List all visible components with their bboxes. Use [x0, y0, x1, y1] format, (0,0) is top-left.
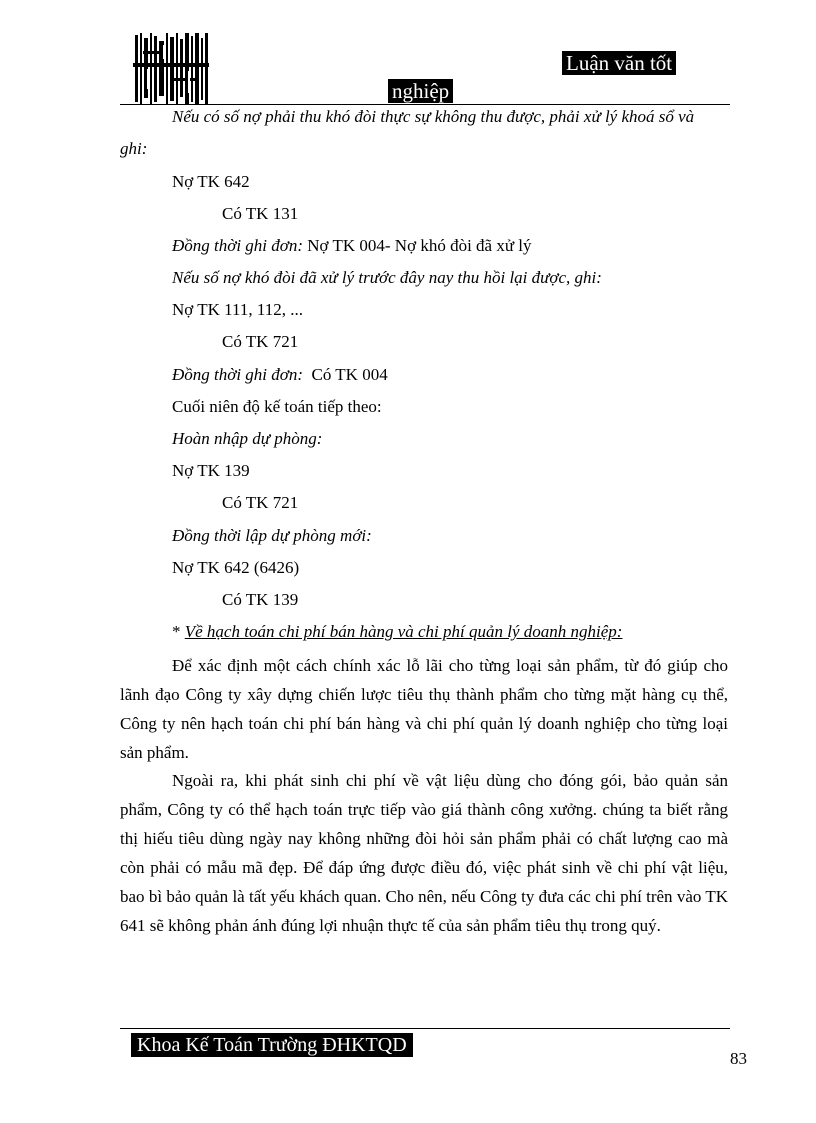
- header-rule: [120, 104, 730, 105]
- header-title-line1: Luận văn tốt: [562, 51, 676, 75]
- university-logo: [133, 33, 209, 104]
- section-star: *: [172, 622, 185, 641]
- paragraph-1: Để xác định một cách chính xác lỗ lãi cho từng loại sản phẩm, từ đó giúp cho lãnh đạo Công ty xây dựng chiến lược tiêu thụ thành phẩm cho từng mặt hàng cụ thể, Công ty nên hạch toán chi phí bán hàng và chi phí quản lý doanh nghiệp cho từng loại sản phẩm.: [120, 656, 728, 762]
- entry-credit-139: Có TK 139: [222, 590, 299, 609]
- body-line-10: Cuối niên độ kế toán tiếp theo:: [172, 397, 382, 416]
- paragraph-2: Ngoài ra, khi phát sinh chi phí về vật liệu dùng cho đóng gói, bảo quản sản phẩm, Công ty có thể hạch toán trực tiếp vào giá thành công xưởng. chúng ta biết rằng thị hiếu tiêu dùng ngày nay không những đòi hỏi sản phẩm phải có chất lượng cao mà còn phải có mẫu mã đẹp. Để đáp ứng được điều đó, việc phát sinh về chi phí vật liệu, bao bì bảo quản là tất yếu khách quan. Cho nên, nếu Công ty đưa các chi phí trên vào TK 641 sẽ không phản ánh đúng lợi nhuận thực tế của sản phẩm tiêu thụ trong quý.: [120, 771, 728, 935]
- body-line-5: [172, 236, 532, 256]
- body-line-9-value: Có TK 004: [303, 365, 388, 384]
- body-line-9: [172, 365, 388, 385]
- body-line-9-label: Đồng thời ghi đơn:: [172, 365, 304, 384]
- body-line-14: Đồng thời lập dự phòng mới:: [172, 526, 372, 545]
- entry-credit-721-2: Có TK 721: [222, 493, 299, 512]
- section-heading: [172, 622, 622, 642]
- page-number: 83: [730, 1049, 747, 1068]
- entry-credit-721: Có TK 721: [222, 332, 299, 351]
- entry-debit-111-112: Nợ TK 111, 112, ...: [172, 300, 303, 319]
- body-line-1: Nếu có số nợ phải thu khó đòi thực sự không thu được, phải xử lý khoá sổ và: [172, 107, 695, 126]
- body-line-6: Nếu số nợ khó đòi đã xử lý trước đây nay thu hồi lại được, ghi:: [172, 268, 602, 287]
- footer-school: Khoa Kế Toán Trường ĐHKTQD: [131, 1033, 413, 1057]
- entry-debit-642: Nợ TK 642: [172, 172, 250, 191]
- section-heading-text: Về hạch toán chi phí bán hàng và chi phí quản lý doanh nghiệp:: [184, 622, 623, 641]
- header-title-line2: nghiệp: [388, 79, 453, 103]
- entry-credit-131: Có TK 131: [222, 204, 299, 223]
- entry-debit-642-6426: Nợ TK 642 (6426): [172, 558, 300, 577]
- body-line-5-label: Đồng thời ghi đơn:: [172, 236, 304, 255]
- entry-debit-139: Nợ TK 139: [172, 461, 250, 480]
- body-line-2: ghi:: [120, 139, 148, 158]
- body-line-5-value: Nợ TK 004- Nợ khó đòi đã xử lý: [303, 236, 532, 255]
- footer-rule: [120, 1028, 730, 1029]
- body-line-11: Hoàn nhập dự phòng:: [172, 429, 323, 448]
